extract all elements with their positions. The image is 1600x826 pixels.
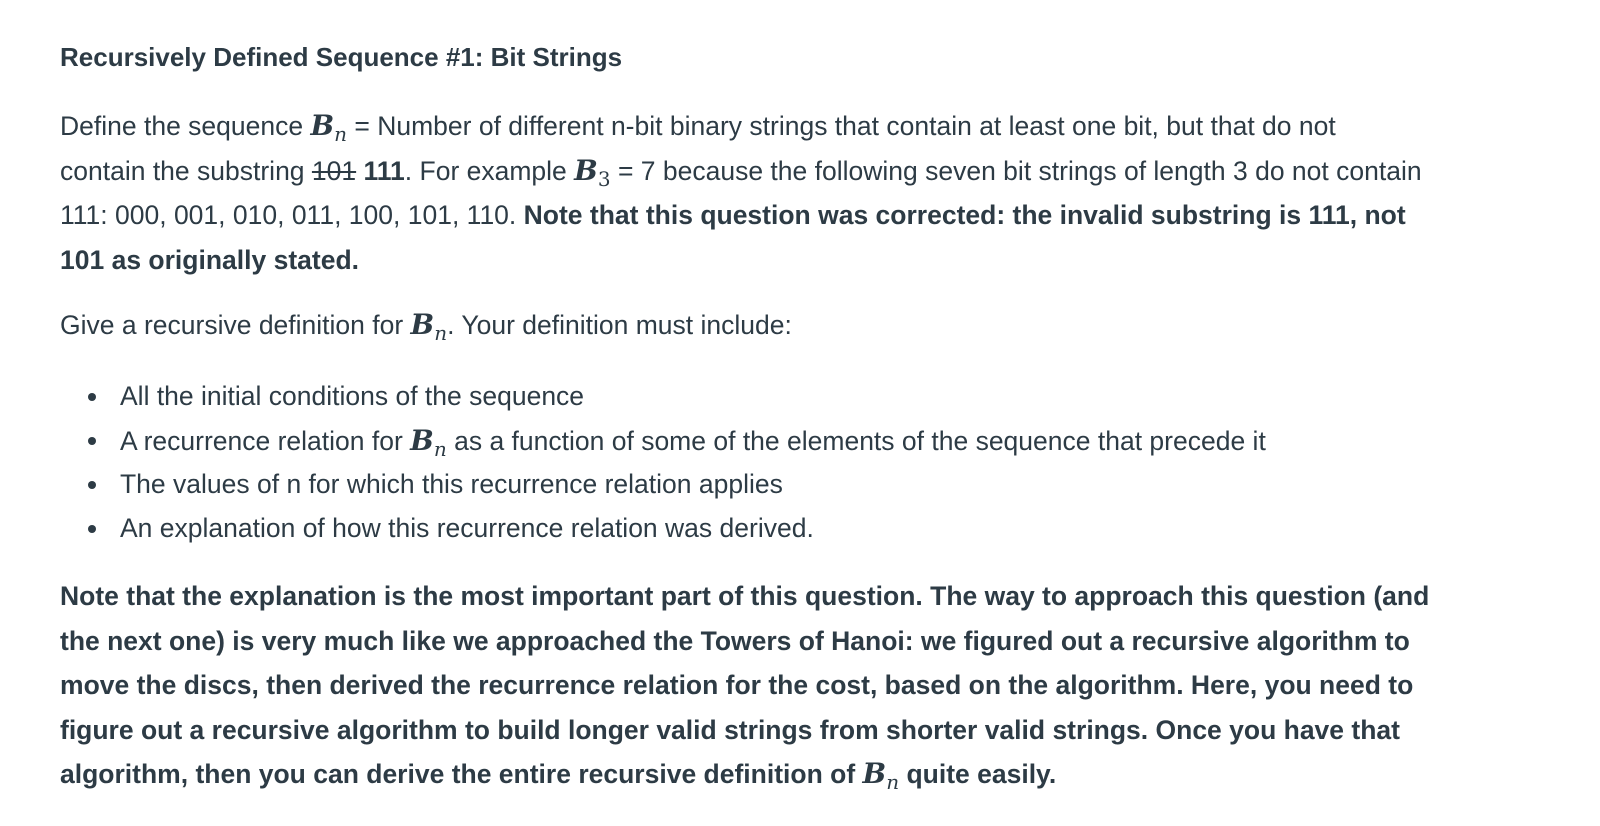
math-b-3 xyxy=(574,153,611,191)
math-subscript: 3 xyxy=(597,166,611,191)
definition-line-2 xyxy=(60,149,1560,194)
section-heading: Recursively Defined Sequence #1: Bit Strings xyxy=(60,42,623,72)
corrected-substring: 111 xyxy=(363,155,405,186)
text: . Your definition must include: xyxy=(447,310,792,340)
bullet-icon xyxy=(88,393,96,401)
list-item xyxy=(60,419,1266,464)
text: 111: 000, 001, 010, 011, 100, 101, 110. xyxy=(60,200,524,230)
math-b-n xyxy=(410,308,448,345)
list-item-text: as a function of some of the elements of the sequence that precede it xyxy=(446,425,1266,456)
math-b-n xyxy=(410,423,447,461)
bullet-icon xyxy=(88,437,96,445)
text: algorithm, then you can derive the entire recursive definition of xyxy=(60,759,863,789)
correction-note: Note that this question was corrected: the invalid substring is 111, not xyxy=(523,200,1406,230)
note-line-5 xyxy=(60,752,1560,797)
math-b-n xyxy=(310,109,348,146)
math-symbol: B xyxy=(310,109,335,142)
note-line-4: figure out a recursive algorithm to build longer valid strings from shorter valid strings. Once you have that xyxy=(60,714,1400,745)
text: = 7 because the following seven bit strings of length 3 do not contain xyxy=(610,155,1422,186)
math-symbol: B xyxy=(410,308,435,341)
text: contain the substring xyxy=(60,155,312,186)
list-item xyxy=(60,375,1266,419)
math-symbol: B xyxy=(862,757,887,790)
bullet-icon xyxy=(88,525,96,533)
definition-line-3 xyxy=(60,193,1560,238)
list-item-text: The values of n for which this recurrence relation applies xyxy=(120,469,783,499)
text: Give a recursive definition for xyxy=(60,310,411,340)
bullet-icon xyxy=(88,481,96,489)
correction-note-end: 101 as originally stated. xyxy=(60,244,359,275)
math-subscript: n xyxy=(433,436,447,461)
definition-paragraph xyxy=(60,104,1560,282)
instruction-line xyxy=(60,303,1560,348)
approach-note xyxy=(60,574,1560,797)
math-subscript: n xyxy=(334,122,348,146)
list-item xyxy=(60,463,1266,507)
definition-line-1 xyxy=(60,104,1560,149)
note-line-2: the next one) is very much like we approached the Towers of Hanoi: we figured out a recursive algorithm to xyxy=(60,625,1410,656)
text: . For example xyxy=(404,155,575,186)
instruction-paragraph xyxy=(60,303,1560,348)
text xyxy=(356,156,363,186)
list-item-text: All the initial conditions of the sequence xyxy=(120,381,585,411)
note-line-3: move the discs, then derived the recurrence relation for the cost, based on the algorithm. Here, you need to xyxy=(60,670,1414,700)
math-subscript: n xyxy=(886,770,900,794)
list-item xyxy=(60,507,1266,551)
note-line-1: Note that the explanation is the most important part of this question. The way to approach this question (and xyxy=(60,581,1430,611)
text: quite easily. xyxy=(899,759,1057,789)
requirements-list xyxy=(60,375,1266,550)
math-symbol: B xyxy=(410,423,434,457)
list-item-text: An explanation of how this recurrence relation was derived. xyxy=(120,512,814,543)
text: Define the sequence xyxy=(60,111,311,141)
text: = Number of different n-bit binary strings that contain at least one bit, but that do not xyxy=(347,111,1336,141)
struck-substring: 101 xyxy=(311,155,357,186)
list-item-text: A recurrence relation for xyxy=(120,425,411,456)
math-symbol: B xyxy=(574,153,598,187)
math-b-n xyxy=(862,757,900,794)
math-subscript: n xyxy=(434,321,448,345)
